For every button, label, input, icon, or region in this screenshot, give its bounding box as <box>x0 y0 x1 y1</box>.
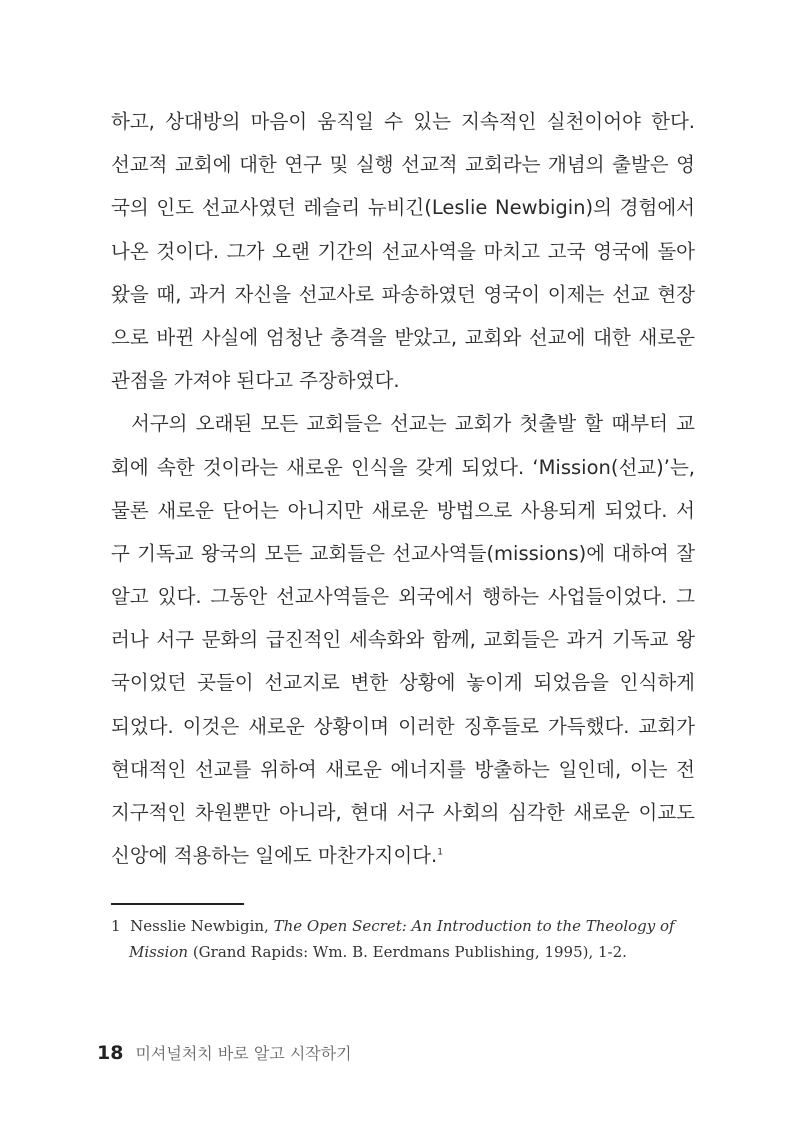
footnote-author: Nesslie Newbigin, <box>130 917 269 935</box>
footnote-title-1: The Open Secret: An Introduction to the Theology of <box>273 917 675 935</box>
page-number: 18 <box>97 1042 124 1064</box>
text-line: 선교적 교회에 대한 연구 및 실행 선교적 교회라는 개념의 출발은 영 <box>111 153 695 177</box>
text-line: 러나 서구 문화의 급진적인 세속화와 함께, 교회들은 과거 기독교 왕 <box>111 628 695 652</box>
text-line: 지구적인 차원뿐만 아니라, 현대 서구 사회의 심각한 새로운 이교도 <box>111 801 695 824</box>
footnote-divider <box>111 903 244 905</box>
text-line: 현대적인 선교를 위하여 새로운 에너지를 방출하는 일인데, 이는 전 <box>111 757 695 781</box>
text-line: 왔을 때, 과거 자신을 선교사로 파송하였던 영국이 이제는 선교 현장 <box>111 282 695 306</box>
footnote-publication: (Grand Rapids: Wm. B. Eerdmans Publishing, 1995), 1-2. <box>192 943 627 961</box>
page-footer <box>97 1041 352 1065</box>
text-line: 나온 것이다. 그가 오랜 기간의 선교사역을 마치고 고국 영국에 돌아 <box>111 239 695 263</box>
last-line-text: 신앙에 적용하는 일에도 마찬가지이다. <box>111 844 438 868</box>
text-line: 구 기독교 왕국의 모든 교회들은 선교사역들(missions)에 대하여 잘 <box>111 541 695 565</box>
footnote-ref[interactable]: 1 <box>437 847 443 858</box>
body-text <box>111 100 695 877</box>
text-line: 회에 속한 것이라는 새로운 인식을 갖게 되었다. ‘Mission(선교)’는, <box>111 455 695 479</box>
text-line: 으로 바뀐 사실에 엄청난 충격을 받았고, 교회와 선교에 대한 새로운 <box>111 325 695 349</box>
text-line: 관점을 가져야 된다고 주장하였다. <box>111 369 400 393</box>
text-line: 물론 새로운 단어는 아니지만 새로운 방법으로 사용되게 되었다. 서 <box>111 498 695 522</box>
footnote-line-2 <box>111 939 711 965</box>
footnote <box>111 913 711 965</box>
text-line: 국의 인도 선교사였던 레슬리 뉴비긴(Leslie Newbigin)의 경험에서 <box>111 196 695 220</box>
footnote-number: 1 <box>111 917 121 935</box>
footnote-title-2: Mission <box>129 943 189 961</box>
running-title: 미셔널처치 바로 알고 시작하기 <box>135 1044 352 1063</box>
text-line: 되었다. 이것은 새로운 상황이며 이러한 징후들로 가득했다. 교회가 <box>111 714 695 738</box>
text-line: 서구의 오래된 모든 교회들은 선교는 교회가 첫출발 할 때부터 교 <box>131 412 695 436</box>
text-line: 하고, 상대방의 마음이 움직일 수 있는 지속적인 실천이어야 한다. <box>111 110 695 133</box>
text-line: 국이었던 곳들이 선교지로 변한 상황에 놓이게 되었음을 인식하게 <box>111 671 695 695</box>
text-line: 알고 있다. 그동안 선교사역들은 외국에서 행하는 사업들이었다. 그 <box>111 585 695 609</box>
footnote-line-1 <box>111 913 711 939</box>
text-line-last <box>111 834 695 877</box>
